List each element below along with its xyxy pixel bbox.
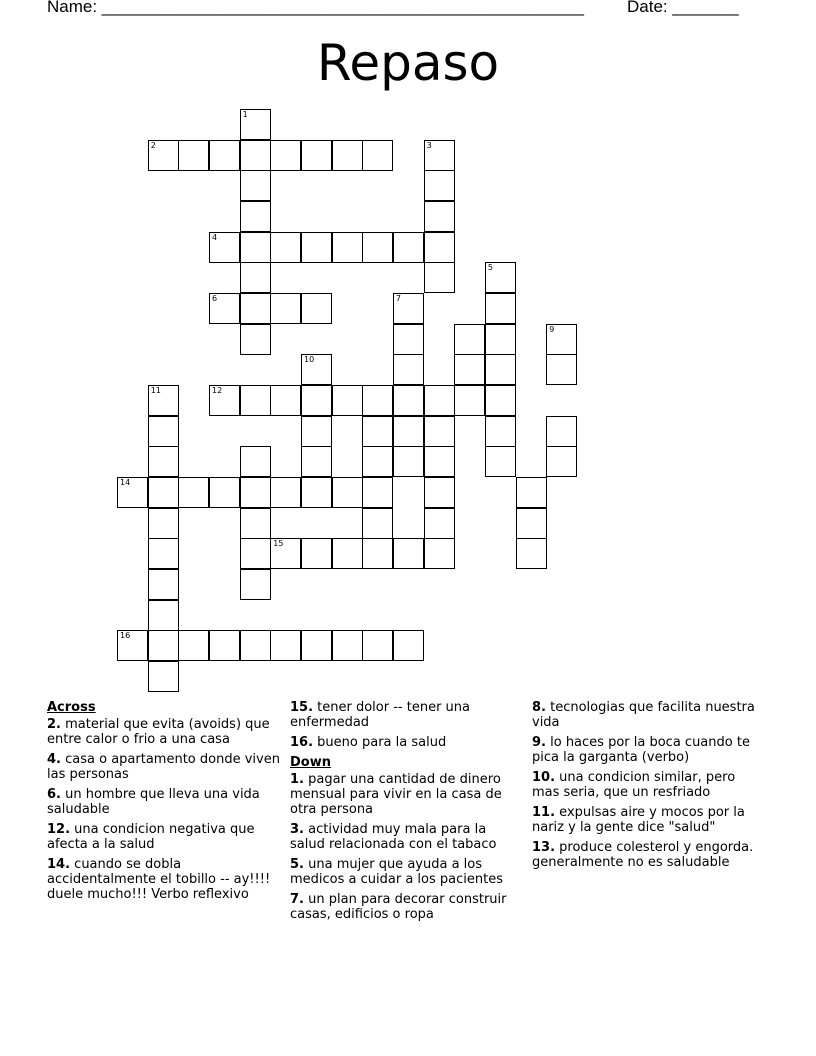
grid-cell[interactable] <box>485 324 516 355</box>
clue-number-5: 5 <box>487 263 493 273</box>
grid-cell[interactable] <box>362 508 393 539</box>
clue-down-13: 13. produce colesterol y engorda. generalmente no es saludable <box>532 840 754 870</box>
grid-cell[interactable] <box>424 508 455 539</box>
grid-cell[interactable] <box>209 385 240 416</box>
clue-column-2 <box>290 700 524 927</box>
grid-cell[interactable] <box>301 385 332 416</box>
grid-cell[interactable] <box>424 385 455 416</box>
grid-cell[interactable] <box>424 446 455 477</box>
grid-cell[interactable] <box>393 232 424 263</box>
grid-cell[interactable] <box>393 446 424 477</box>
grid-cell[interactable] <box>301 630 332 661</box>
grid-cell[interactable] <box>240 140 271 171</box>
clue-number-10: 10 <box>304 355 315 365</box>
grid-cell[interactable] <box>362 140 393 171</box>
clue-number-1: 1 <box>242 110 248 119</box>
grid-cell[interactable] <box>424 201 455 232</box>
grid-cell[interactable] <box>546 416 577 447</box>
grid-cell[interactable] <box>240 109 271 140</box>
grid-cell[interactable] <box>270 538 301 569</box>
grid-cell[interactable] <box>546 446 577 477</box>
clue-number-3: 3 <box>426 140 432 150</box>
clue-number-4: 4 <box>212 232 218 242</box>
clue-column-1 <box>47 700 281 907</box>
clue-number-12: 12 <box>212 385 223 395</box>
grid-cell[interactable] <box>148 508 179 539</box>
clue-column-3 <box>532 700 766 875</box>
grid-cell[interactable] <box>148 416 179 447</box>
grid-cell[interactable] <box>485 293 516 324</box>
grid-cell[interactable] <box>209 140 240 171</box>
grid-cell[interactable] <box>332 232 363 263</box>
page-title: Repaso <box>316 34 500 92</box>
grid-cell[interactable] <box>209 477 240 508</box>
grid-cell[interactable] <box>485 262 516 293</box>
grid-cell[interactable] <box>424 170 455 201</box>
grid-cell[interactable] <box>240 324 271 355</box>
grid-cell[interactable] <box>301 354 332 385</box>
clue-down-8: 8. tecnologias que facilita nuestra vida <box>532 700 755 730</box>
grid-cell[interactable] <box>178 477 209 508</box>
clue-number-14: 14 <box>120 477 131 487</box>
grid-cell[interactable] <box>240 262 271 293</box>
grid-cell[interactable] <box>424 538 455 569</box>
grid-cell[interactable] <box>270 385 301 416</box>
grid-cell[interactable] <box>516 508 547 539</box>
grid-cell[interactable] <box>332 630 363 661</box>
grid-cell[interactable] <box>362 477 393 508</box>
clue-across-4: 4. casa o apartamento donde viven las personas <box>47 752 280 782</box>
grid-cell[interactable] <box>362 446 393 477</box>
clue-across-6: 6. un hombre que lleva una vida saludable <box>47 787 260 817</box>
grid-cell[interactable] <box>209 232 240 263</box>
grid-cell[interactable] <box>117 630 148 661</box>
grid-cell[interactable] <box>148 630 179 661</box>
grid-cell[interactable] <box>117 477 148 508</box>
grid-cell[interactable] <box>485 354 516 385</box>
clue-number-7: 7 <box>395 294 401 303</box>
grid-cell[interactable] <box>148 538 179 569</box>
grid-cell[interactable] <box>362 630 393 661</box>
grid-cell[interactable] <box>393 630 424 661</box>
clue-across-12: 12. una condicion negativa que afecta a la salud <box>47 822 255 852</box>
grid-cell[interactable] <box>454 385 485 416</box>
grid-cell[interactable] <box>393 385 424 416</box>
grid-cell[interactable] <box>240 569 271 600</box>
clue-down-11: 11. expulsas aire y mocos por la nariz y la gente dice "salud" <box>532 805 745 835</box>
grid-cell[interactable] <box>270 293 301 324</box>
grid-cell[interactable] <box>240 446 271 477</box>
grid-cell[interactable] <box>240 201 271 232</box>
grid-cell[interactable] <box>148 661 179 692</box>
clue-down-7: 7. un plan para decorar construir casas, edificios o ropa <box>290 892 507 922</box>
grid-cell[interactable] <box>393 538 424 569</box>
grid-cell[interactable] <box>148 477 179 508</box>
grid-cell[interactable] <box>516 477 547 508</box>
grid-cell[interactable] <box>546 354 577 385</box>
grid-cell[interactable] <box>301 140 332 171</box>
grid-cell[interactable] <box>393 324 424 355</box>
grid-cell[interactable] <box>270 477 301 508</box>
grid-cell[interactable] <box>546 324 577 355</box>
grid-cell[interactable] <box>209 293 240 324</box>
clue-number-15: 15 <box>273 539 284 549</box>
grid-cell[interactable] <box>240 630 271 661</box>
grid-cell[interactable] <box>485 416 516 447</box>
grid-cell[interactable] <box>148 140 179 171</box>
grid-cell[interactable] <box>240 385 271 416</box>
clue-down-10: 10. una condicion similar, pero mas seria, que un resfriado <box>532 770 736 800</box>
grid-cell[interactable] <box>332 538 363 569</box>
clue-down-3: 3. actividad muy mala para la salud relacionada con el tabaco <box>290 822 497 852</box>
grid-cell[interactable] <box>393 293 424 324</box>
grid-cell[interactable] <box>240 170 271 201</box>
grid-cell[interactable] <box>270 630 301 661</box>
clue-number-16: 16 <box>120 631 131 641</box>
grid-cell[interactable] <box>424 477 455 508</box>
grid-cell[interactable] <box>332 477 363 508</box>
grid-cell[interactable] <box>240 538 271 569</box>
clue-number-2: 2 <box>150 140 156 150</box>
name-field: Name: ___________________________________________________ <box>47 0 584 16</box>
grid-cell[interactable] <box>332 385 363 416</box>
grid-cell[interactable] <box>424 232 455 263</box>
grid-cell[interactable] <box>424 140 455 171</box>
grid-cell[interactable] <box>148 600 179 631</box>
grid-cell[interactable] <box>393 354 424 385</box>
grid-cell[interactable] <box>424 416 455 447</box>
clue-across-15: 15. tener dolor -- tener una enfermedad <box>290 700 470 730</box>
grid-cell[interactable] <box>454 324 485 355</box>
grid-cell[interactable] <box>424 262 455 293</box>
grid-cell[interactable] <box>301 416 332 447</box>
grid-cell[interactable] <box>301 477 332 508</box>
grid-cell[interactable] <box>362 385 393 416</box>
grid-cell[interactable] <box>362 232 393 263</box>
grid-cell[interactable] <box>148 385 179 416</box>
grid-cell[interactable] <box>301 293 332 324</box>
grid-cell[interactable] <box>240 232 271 263</box>
down-heading: Down <box>290 755 331 770</box>
clue-down-1: 1. pagar una cantidad de dinero mensual para vivir en la casa de otra persona <box>290 772 502 817</box>
grid-cell[interactable] <box>301 538 332 569</box>
grid-cell[interactable] <box>270 232 301 263</box>
grid-cell[interactable] <box>301 446 332 477</box>
date-field: Date: _______ <box>627 0 739 16</box>
grid-cell[interactable] <box>332 140 363 171</box>
grid-cell[interactable] <box>362 416 393 447</box>
grid-cell[interactable] <box>178 630 209 661</box>
grid-cell[interactable] <box>516 538 547 569</box>
grid-cell[interactable] <box>240 508 271 539</box>
clue-number-9: 9 <box>549 324 555 334</box>
grid-cell[interactable] <box>148 569 179 600</box>
grid-cell[interactable] <box>485 385 516 416</box>
clue-down-9: 9. lo haces por la boca cuando te pica la garganta (verbo) <box>532 735 750 765</box>
grid-cell[interactable] <box>240 293 271 324</box>
clue-number-11: 11 <box>150 385 161 395</box>
grid-cell[interactable] <box>209 630 240 661</box>
grid-cell[interactable] <box>393 416 424 447</box>
clue-across-16: 16. bueno para la salud <box>290 735 447 750</box>
grid-cell[interactable] <box>362 538 393 569</box>
clue-number-6: 6 <box>212 294 218 303</box>
grid-cell[interactable] <box>270 140 301 171</box>
grid-cell[interactable] <box>454 354 485 385</box>
grid-cell[interactable] <box>178 140 209 171</box>
clue-down-5: 5. una mujer que ayuda a los medicos a cuidar a los pacientes <box>290 857 503 887</box>
across-heading: Across <box>47 700 96 715</box>
clue-across-2: 2. material que evita (avoids) que entre calor o frio a una casa <box>47 717 270 747</box>
grid-cell[interactable] <box>240 477 271 508</box>
grid-cell[interactable] <box>485 446 516 477</box>
grid-cell[interactable] <box>301 232 332 263</box>
grid-cell[interactable] <box>148 446 179 477</box>
clue-across-14: 14. cuando se dobla accidentalmente el tobillo -- ay!!!! duele mucho!!! Verbo reflexivo <box>47 857 271 902</box>
